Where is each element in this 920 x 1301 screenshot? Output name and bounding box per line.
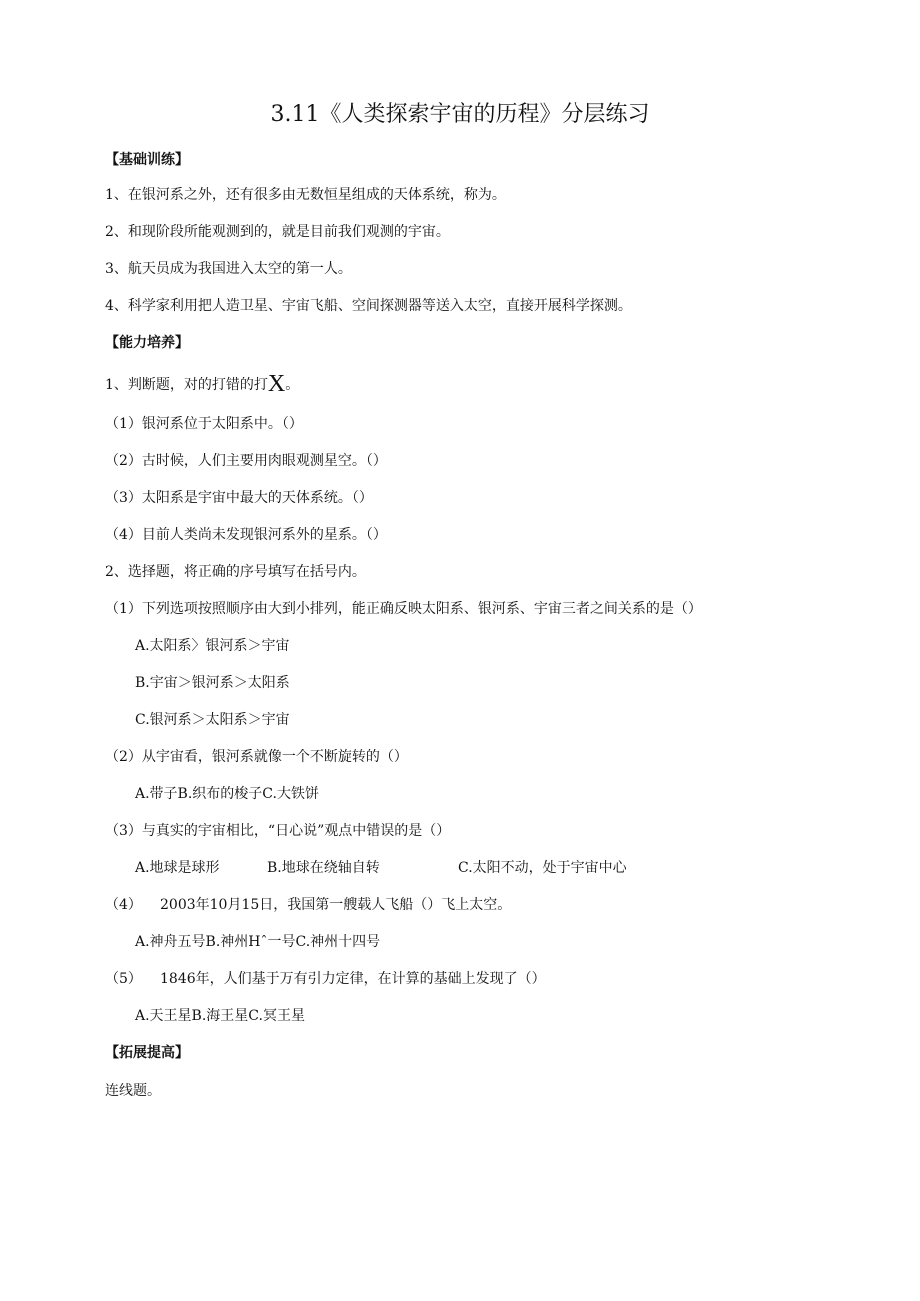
section-heading-basic: 【基础训练】 [105, 152, 189, 168]
basic-question-2: 2、和现阶段所能观测到的，就是目前我们观测的宇宙。 [105, 224, 450, 240]
choice-q3-option-b: B.地球在绕轴自转 [267, 860, 380, 876]
choice-q2-stem: （2）从宇宙看，银河系就像一个不断旋转的（） [105, 749, 408, 765]
choice-q5-options: A.天王星B.海王星C.冥王星 [135, 1008, 305, 1024]
choice-q1-option-b: B.宇宙＞银河系＞太阳系 [135, 675, 290, 691]
judge-prompt-end: 。 [285, 377, 300, 393]
choice-q3-option-c: C.太阳不动，处于宇宙中心 [458, 860, 627, 876]
choice-q3-option-a: A.地球是球形 [135, 860, 220, 876]
choice-q1-option-c: C.银河系＞太阳系＞宇宙 [135, 712, 290, 728]
judge-item-2: （2）古时候，人们主要用肉眼观测星空。（） [105, 453, 387, 469]
basic-question-1: 1、在银河系之外，还有很多由无数恒星组成的天体系统，称为。 [105, 187, 506, 203]
choice-q3-stem: （3）与真实的宇宙相比，“日心说”观点中错误的是（） [105, 823, 451, 839]
choice-q1-stem: （1）下列选项按照顺序由大到小排列，能正确反映太阳系、银河系、宇宙三者之间关系的是（） [105, 601, 702, 617]
choice-q4-options: A.神舟五号B.神州Hˆ一号C.神州十四号 [135, 934, 381, 950]
basic-question-4: 4、科学家利用把人造卫星、宇宙飞船、空间探测器等送入太空，直接开展科学探测。 [105, 298, 632, 314]
choice-q2-options: A.带子B.织布的梭子C.大铁饼 [135, 786, 319, 802]
choice-q4-stem: 2003年10月15日，我国第一艘载人飞船（）飞上太空。 [160, 897, 512, 913]
choice-prompt: 2、选择题，将正确的序号填写在括号内。 [105, 564, 366, 580]
judge-item-3: （3）太阳系是宇宙中最大的天体系统。（） [105, 490, 373, 506]
choice-q5-number: （5） [105, 971, 142, 987]
choice-q1-option-a: A.太阳系〉银河系＞宇宙 [135, 638, 290, 654]
choice-q4-number: （4） [105, 897, 142, 913]
section-heading-ability: 【能力培养】 [105, 335, 189, 351]
judge-prompt-text: 1、判断题，对的打错的打 [105, 377, 268, 393]
choice-q5-stem: 1846年，人们基于万有引力定律，在计算的基础上发现了（） [160, 971, 546, 987]
judge-item-1: （1）银河系位于太阳系中。（） [105, 416, 303, 432]
page-title: 3.11《人类探索宇宙的历程》分层练习 [270, 102, 650, 127]
matching-question: 连线题。 [105, 1083, 161, 1099]
judge-item-4: （4）目前人类尚未发现银河系外的星系。（） [105, 527, 387, 543]
basic-question-3: 3、航天员成为我国进入太空的第一人。 [105, 261, 352, 277]
judge-prompt [105, 371, 300, 397]
cross-mark: X [267, 371, 286, 397]
section-heading-extension: 【拓展提高】 [105, 1045, 189, 1061]
